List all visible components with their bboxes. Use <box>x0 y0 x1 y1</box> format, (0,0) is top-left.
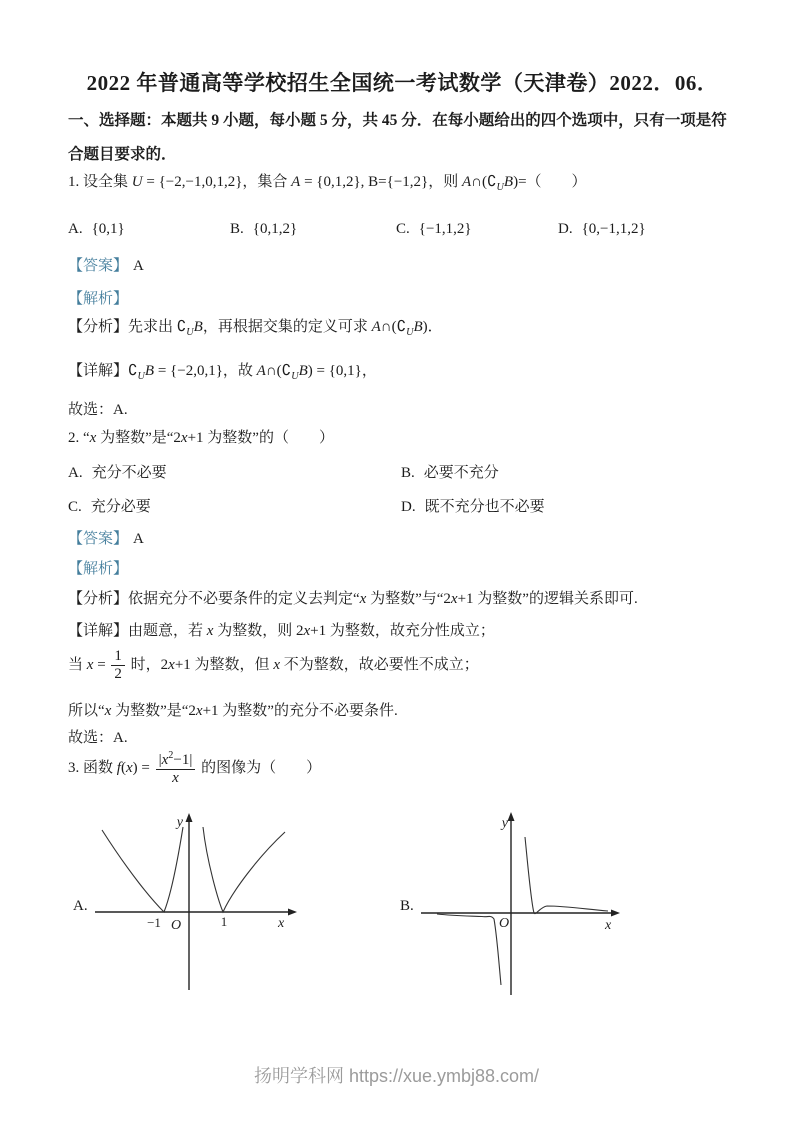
q2-option-a <box>68 462 167 485</box>
q2-option-b-value: 必要不充分 <box>423 465 499 481</box>
q2-analysis-header <box>68 558 737 581</box>
q2-option-c-value: 充分必要 <box>90 499 151 515</box>
q2-option-d-label: D. <box>401 499 416 515</box>
fig-b-origin-label: O <box>498 916 510 931</box>
q1-option-d-label: D. <box>558 221 573 237</box>
fig-b-curve-right <box>525 837 608 914</box>
q2-option-a-value: 充分不必要 <box>91 465 167 481</box>
q2-option-b-label: B. <box>401 465 415 481</box>
q2-option-b <box>401 462 499 485</box>
question-2-stem: 2. “x 为整数”是“2x+1 为整数”的（ ） <box>68 430 334 446</box>
fig-b-y-arrow-icon <box>508 812 515 821</box>
q2-option-a-label: A. <box>68 465 83 481</box>
q1-analysis-label: 【解析】 <box>68 291 129 307</box>
figure-a-plot <box>90 812 302 1004</box>
figure-b-label: B. <box>400 898 414 914</box>
q1-option-c <box>396 218 472 241</box>
q2-answer-line <box>68 528 737 551</box>
q2-option-c <box>68 496 151 519</box>
fig-b-xlabel: x <box>605 918 612 933</box>
q1-answer-line <box>68 255 737 278</box>
q2-option-d <box>401 496 545 519</box>
q1-option-c-value: {−1,1,2} <box>418 221 472 237</box>
fig-b-x-arrow-icon <box>611 910 620 917</box>
q1-option-d <box>558 218 646 241</box>
question-3-stem: 3. 函数 f(x) = $\frac{|x^2-1|}{x}$ 的图像为（ ） <box>68 750 322 787</box>
q2-xiangjie-line1: 【详解】由题意，若 x 为整数，则 2x+1 为整数，故充分性成立； <box>68 623 495 639</box>
q1-option-b-value: {0,1,2} <box>252 221 298 237</box>
fig-a-tick-neg1: −1 <box>147 915 161 930</box>
q2-answer-label: 【答案】 <box>68 531 129 547</box>
footer-watermark: 扬明学科网 https://xue.ymbj88.com/ <box>253 1066 540 1086</box>
fig-a-tick-1: 1 <box>220 914 228 929</box>
q2-analysis-label: 【解析】 <box>68 561 129 577</box>
q1-option-a <box>68 218 125 241</box>
q1-option-b-label: B. <box>230 221 244 237</box>
figure-a-label: A. <box>73 898 88 914</box>
fig-a-y-arrow-icon <box>186 813 193 822</box>
fig-a-curve-right <box>203 827 285 912</box>
fig-a-ylabel: y <box>176 815 183 830</box>
paper-title: 2022 年普通高等学校招生全国统一考试数学（天津卷）2022．06． <box>86 71 719 95</box>
fig-b-curve-left <box>437 914 501 985</box>
q2-xiangjie-line2: 当 x = $\frac{1}{2}$ 时，2x+1 为整数，但 x 不为整数，故必要性不成立； <box>68 648 479 683</box>
section-heading: 一、选择题：本题共 9 小题，每小题 5 分，共 45 分．在每小题给出的四个选项中，只有一项是符合题目要求的． <box>68 112 727 163</box>
figure-b-plot <box>415 812 627 1004</box>
fig-a-x-arrow-icon <box>288 909 297 916</box>
q1-analysis-header <box>68 288 737 311</box>
q2-option-d-value: 既不充分也不必要 <box>424 499 545 515</box>
q2-conclusion: 故选：A. <box>68 730 128 746</box>
q2-answer-value: A <box>133 531 144 547</box>
fig-a-origin-label: O <box>170 918 182 933</box>
fig-a-curve-left <box>102 827 183 912</box>
q1-answer-label: 【答案】 <box>68 258 129 274</box>
question-1-stem: 1. 设全集 U = {−2,−1,0,1,2}，集合 A = {0,1,2}, B={−1,2}，则 $A\cap(∁_UB)=$（ ） <box>68 174 587 193</box>
q2-xiangjie-line3: 所以“x 为整数”是“2x+1 为整数”的充分不必要条件. <box>68 703 398 719</box>
fig-b-ylabel: y <box>501 816 508 831</box>
question-3-figures <box>68 812 737 1007</box>
q1-option-a-label: A. <box>68 221 83 237</box>
q1-conclusion: 故选：A. <box>68 402 128 418</box>
fig-a-xlabel: x <box>278 916 285 931</box>
q1-option-d-value: {0,−1,1,2} <box>581 221 646 237</box>
q1-fenxi-line: 【分析】先求出 $∁_UB$，再根据交集的定义可求 $A\cap(∁_UB)$． <box>68 319 443 338</box>
q1-xiangjie-line: 【详解】$∁_UB = \{-2,0,1\}$，故 $A\cap(∁_UB) = \{0,1\}$， <box>68 363 377 382</box>
q2-fenxi-line: 【分析】依据充分不必要条件的定义去判定“x 为整数”与“2x+1 为整数”的逻辑关系即可. <box>68 591 638 607</box>
q1-answer-value: A <box>133 258 144 274</box>
q2-option-c-label: C. <box>68 499 82 515</box>
q1-option-c-label: C. <box>396 221 410 237</box>
q1-option-b <box>230 218 297 241</box>
q1-option-a-value: {0,1} <box>91 221 125 237</box>
